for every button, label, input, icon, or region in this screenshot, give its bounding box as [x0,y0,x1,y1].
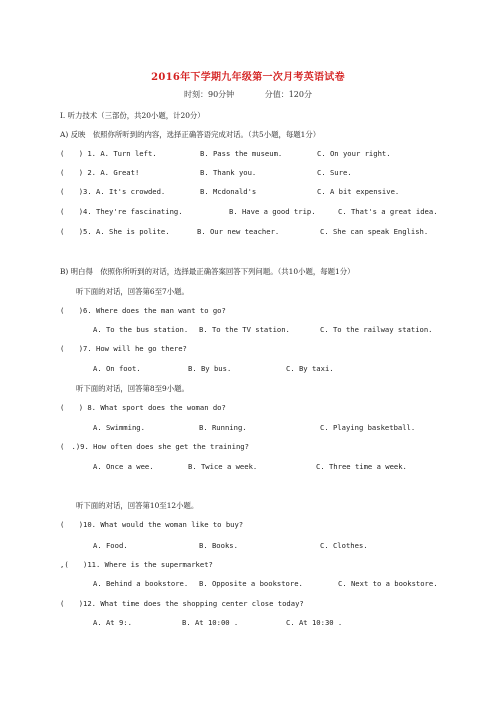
q9-option-c: C. Three time a week. [316,462,407,471]
q10-option-b: B. Books. [199,541,238,550]
a3-option-c: C. A bit expensive. [317,187,400,196]
a1-option-b: B. Pass the museum. [200,149,283,158]
a4-option-c: C. That's a great idea. [338,207,438,216]
exam-score: 分值：120分 [264,90,312,99]
a3-option-a: ( )3. A. It's crowded. [60,187,166,196]
q12-option-a: A. At 9:. [93,618,132,627]
a3-option-b: B. Mcdonald's [200,187,257,196]
exam-time: 时刻：90分钟 [183,90,235,99]
q8-option-c: C. Playing basketball. [320,423,416,432]
q6-option-a: A. To the bus station. [93,325,189,334]
part-a-instructions: A) 反映 依照你所听到的内容，选择正确答语完成对话。（共5小题，每题1分） [60,130,321,139]
q6-option-b: B. To the TV station. [199,325,290,334]
dialog-3-instruction: 听下面的对话，回答第10至12小题。 [76,501,199,510]
a2-option-b: B. Thank you. [200,168,257,177]
q7-option-b: B. By bus. [188,364,232,373]
a2-option-c: C. Sure. [317,168,352,177]
a2-option-a: ( ) 2. A. Great! [60,168,140,177]
q11-option-a: A. Behind a bookstore. [93,579,189,588]
q12-option-c: C. At 10:30 . [286,618,343,627]
question-10: ( )10. What would the woman like to buy? [60,520,244,529]
question-8: ( ) 8. What sport does the woman do? [60,403,226,412]
a1-option-c: C. On your right. [317,149,391,158]
q11-option-c: C. Next to a bookstore. [338,579,438,588]
q6-option-c: C. To the railway station. [320,325,433,334]
question-6: ( )6. Where does the man want to go? [60,306,226,315]
question-12: ( )12. What time does the shopping center close today? [60,599,304,608]
q8-option-a: A. Swimming. [93,423,145,432]
a5-option-a: ( )5. A. She is polite. [60,227,170,236]
dialog-1-instruction: 听下面的对话，回答第6至7小题。 [76,287,189,296]
dialog-2-instruction: 听下面的对话，回答第8至9小题。 [76,384,189,393]
q9-option-a: A. Once a wee. [93,462,154,471]
part-b-instructions: B) 明白得 依照你所听到的对话，选择最正确答案回答下列问题。（共10小题，每题1分） [60,267,355,276]
exam-title: 2016年下学期九年级第一次月考英语试卷 [151,72,345,83]
a4-option-b: B. Have a good trip. [229,207,316,216]
q10-option-a: A. Food. [93,541,128,550]
a4-option-a: ( )4. They're fascinating. [60,207,183,216]
q10-option-c: C. Clothes. [320,541,368,550]
exam-meta [0,89,496,100]
q7-option-a: A. On foot. [93,364,141,373]
a1-option-a: ( ) 1. A. Turn left. [60,149,157,158]
question-7: ( )7. How will he go there? [60,344,187,353]
q11-option-b: B. Opposite a bookstore. [199,579,303,588]
q9-option-b: B. Twice a week. [188,462,258,471]
q8-option-b: B. Running. [199,423,247,432]
a5-option-c: C. She can speak English. [320,227,429,236]
q12-option-b: B. At 10:00 . [182,618,239,627]
q7-option-c: C. By taxi. [286,364,334,373]
question-9: ( .)9. How often does she get the training? [60,442,249,451]
a5-option-b: B. Our new teacher. [197,227,280,236]
section-heading: Ⅰ. 听力技术（三部份，共20小题，计20分） [60,111,205,120]
question-11: ,( )11. Where is the supermarket? [60,560,213,569]
